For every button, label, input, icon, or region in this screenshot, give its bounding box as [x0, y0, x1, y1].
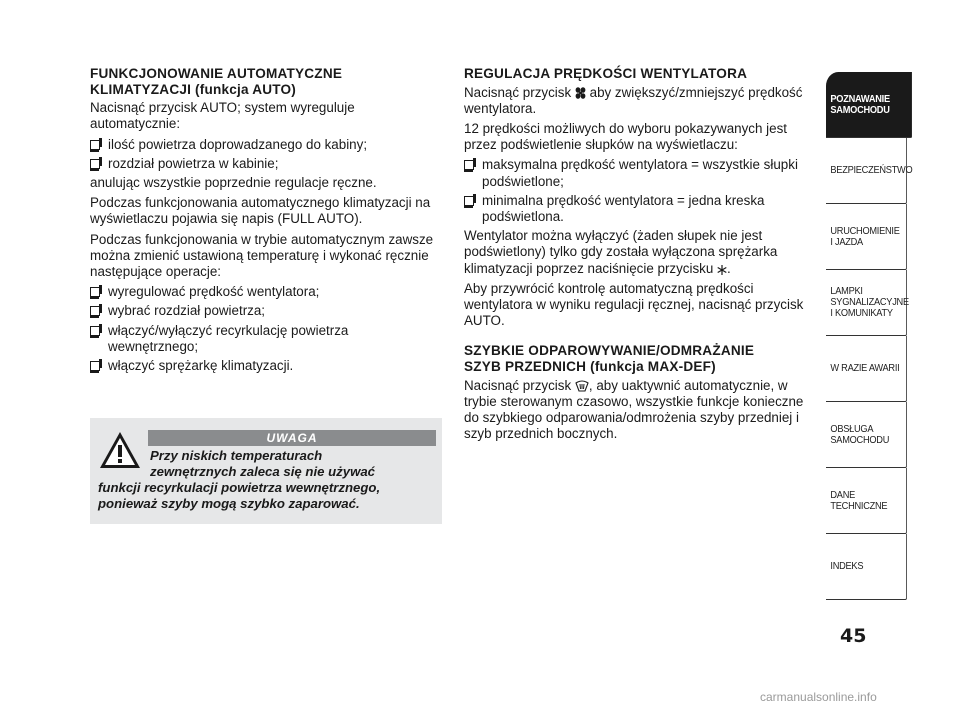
list-item [464, 193, 818, 225]
checkbox-bullet-icon [464, 160, 474, 170]
tab-label: DANE [830, 488, 856, 501]
warning-text [98, 448, 434, 512]
list-item-text: rozdział powietrza w kabinie; [108, 155, 279, 171]
text-span: , aby uaktywnić automatycznie, w trybie sterowanym czasowo, wszystkie funkcje konieczne do szybkiego odparowania/odmrożenia szyby przedniej i szyb przednich bocznych. [464, 377, 804, 442]
list-item [90, 323, 442, 355]
paragraph: anulując wszystkie poprzednie regulacje ręczne. [90, 175, 377, 190]
auto-heading [90, 66, 442, 97]
text-span: aby zwiększyć/zmniejszyć prędkość wentylatora. [464, 84, 803, 116]
tab-label: URUCHOMIENIE [830, 224, 900, 237]
tab-label: I JAZDA [830, 235, 863, 248]
left-column [90, 66, 442, 377]
tab-dane-techniczne[interactable] [826, 468, 907, 534]
page-number: 45 [840, 625, 867, 647]
warning-line: Przy niskich temperaturach [150, 448, 323, 463]
max-def-heading-line2: SZYB PRZEDNICH (funkcja MAX-DEF) [464, 359, 716, 375]
list-item-text: włączyć sprężarkę klimatyzacji. [108, 358, 294, 374]
tab-label: W RAZIE AWARII [830, 362, 900, 374]
checkbox-bullet-icon [90, 159, 100, 169]
text-span: Nacisnąć przycisk [464, 377, 572, 393]
max-def-icon [575, 380, 589, 392]
tab-label: INDEKS [830, 560, 864, 572]
fan-icon [575, 87, 586, 99]
list-item [464, 157, 818, 189]
tab-label: SYGNALIZACYJNE [830, 296, 909, 308]
tab-label: LAMPKI [830, 285, 863, 297]
auto-intro: Nacisnąć przycisk AUTO; system wyreguluje automatycznie: [90, 100, 355, 132]
max-def-heading [464, 343, 818, 374]
checkbox-bullet-icon [90, 287, 100, 297]
list-item [90, 358, 442, 374]
tab-poznawanie-samochodu[interactable] [826, 72, 912, 138]
text-span: . [727, 260, 731, 276]
paragraph: Aby przywrócić kontrolę automatyczną prędkości wentylatora w wyniku regulacji ręcznej, nacisnąć przycisk AUTO. [464, 280, 804, 329]
tab-label: POZNAWANIE [830, 92, 890, 105]
tab-label: OBSŁUGA [830, 422, 874, 435]
paragraph: Podczas funkcjonowania w trybie automatycznym zawsze można zmienić ustawioną temperaturę i wykonać ręcznie następujące operacje: [90, 231, 434, 280]
checkbox-bullet-icon [90, 361, 100, 371]
list-item [90, 156, 442, 172]
checkbox-bullet-icon [90, 140, 100, 150]
list-item-text: wybrać rozdział powietrza; [108, 303, 266, 319]
warning-line: zewnętrznych zaleca się nie używać [150, 464, 376, 479]
list-item [90, 303, 442, 319]
text-span: Nacisnąć przycisk [464, 84, 572, 100]
tab-label: I KOMUNIKATY [830, 307, 893, 319]
warning-title: UWAGA [148, 430, 436, 446]
paragraph [464, 378, 818, 443]
auto-heading-line2: KLIMATYZACJI (funkcja AUTO) [90, 81, 297, 97]
list-item-text: wyregulować prędkość wentylatora; [108, 284, 320, 300]
list-item-text: minimalna prędkość wentylatora = jedna kreska podświetlona. [482, 192, 765, 225]
list-item [90, 284, 442, 300]
tab-bezpieczenstwo[interactable] [826, 138, 913, 204]
auto-heading-line1: FUNKCJONOWANIE AUTOMATYCZNE [90, 66, 343, 81]
warning-line: ponieważ szyby mogą szybko zaparować. [98, 496, 360, 511]
warning-line: funkcji recyrkulacji powietrza wewnętrznego, [98, 480, 381, 495]
tab-w-razie-awarii[interactable] [826, 336, 907, 402]
tab-label: TECHNICZNE [830, 499, 888, 512]
paragraph: Podczas funkcjonowania automatycznego klimatyzacji na wyświetlaczu pojawia się napis (FULL AUTO). [90, 195, 431, 227]
tab-lampki-sygnalizacyjne[interactable] [826, 270, 907, 336]
watermark: carmanualsonline.info [760, 690, 877, 704]
section-tabs [826, 72, 918, 600]
warning-box [90, 418, 442, 524]
right-column [464, 66, 818, 446]
paragraph [464, 228, 818, 277]
tab-obsluga-samochodu[interactable] [826, 402, 907, 468]
list-item [90, 137, 442, 153]
checkbox-bullet-icon [90, 326, 100, 336]
fan-speed-heading: REGULACJA PRĘDKOŚCI WENTYLATORA [464, 66, 748, 81]
max-def-heading-line1: SZYBKIE ODPAROWYWANIE/ODMRAŻANIE [464, 343, 755, 359]
paragraph: 12 prędkości możliwych do wyboru pokazywanych jest przez podświetlenie słupków na wyświetlaczu: [464, 121, 788, 153]
tab-uruchomienie-i-jazda[interactable] [826, 204, 907, 270]
snowflake-icon [717, 265, 727, 275]
tab-label: BEZPIECZEŃSTWO [830, 164, 913, 176]
list-item-text: ilość powietrza doprowadzanego do kabiny; [108, 136, 368, 152]
tab-indeks[interactable] [826, 534, 907, 600]
paragraph [464, 85, 818, 117]
tab-label: SAMOCHODU [830, 103, 890, 116]
tab-label: SAMOCHODU [830, 433, 890, 446]
checkbox-bullet-icon [90, 306, 100, 316]
list-item-text: maksymalna prędkość wentylatora = wszystkie słupki podświetlone; [482, 157, 798, 189]
text-span: Wentylator można wyłączyć (żaden słupek nie jest podświetlony) tylko gdy została wyłączona sprężarka klimatyzacji poprzez naciśnięcie przycisku [464, 228, 778, 276]
list-item-text: włączyć/wyłączyć recyrkulację powietrza wewnętrznego; [108, 322, 349, 354]
checkbox-bullet-icon [464, 196, 474, 206]
